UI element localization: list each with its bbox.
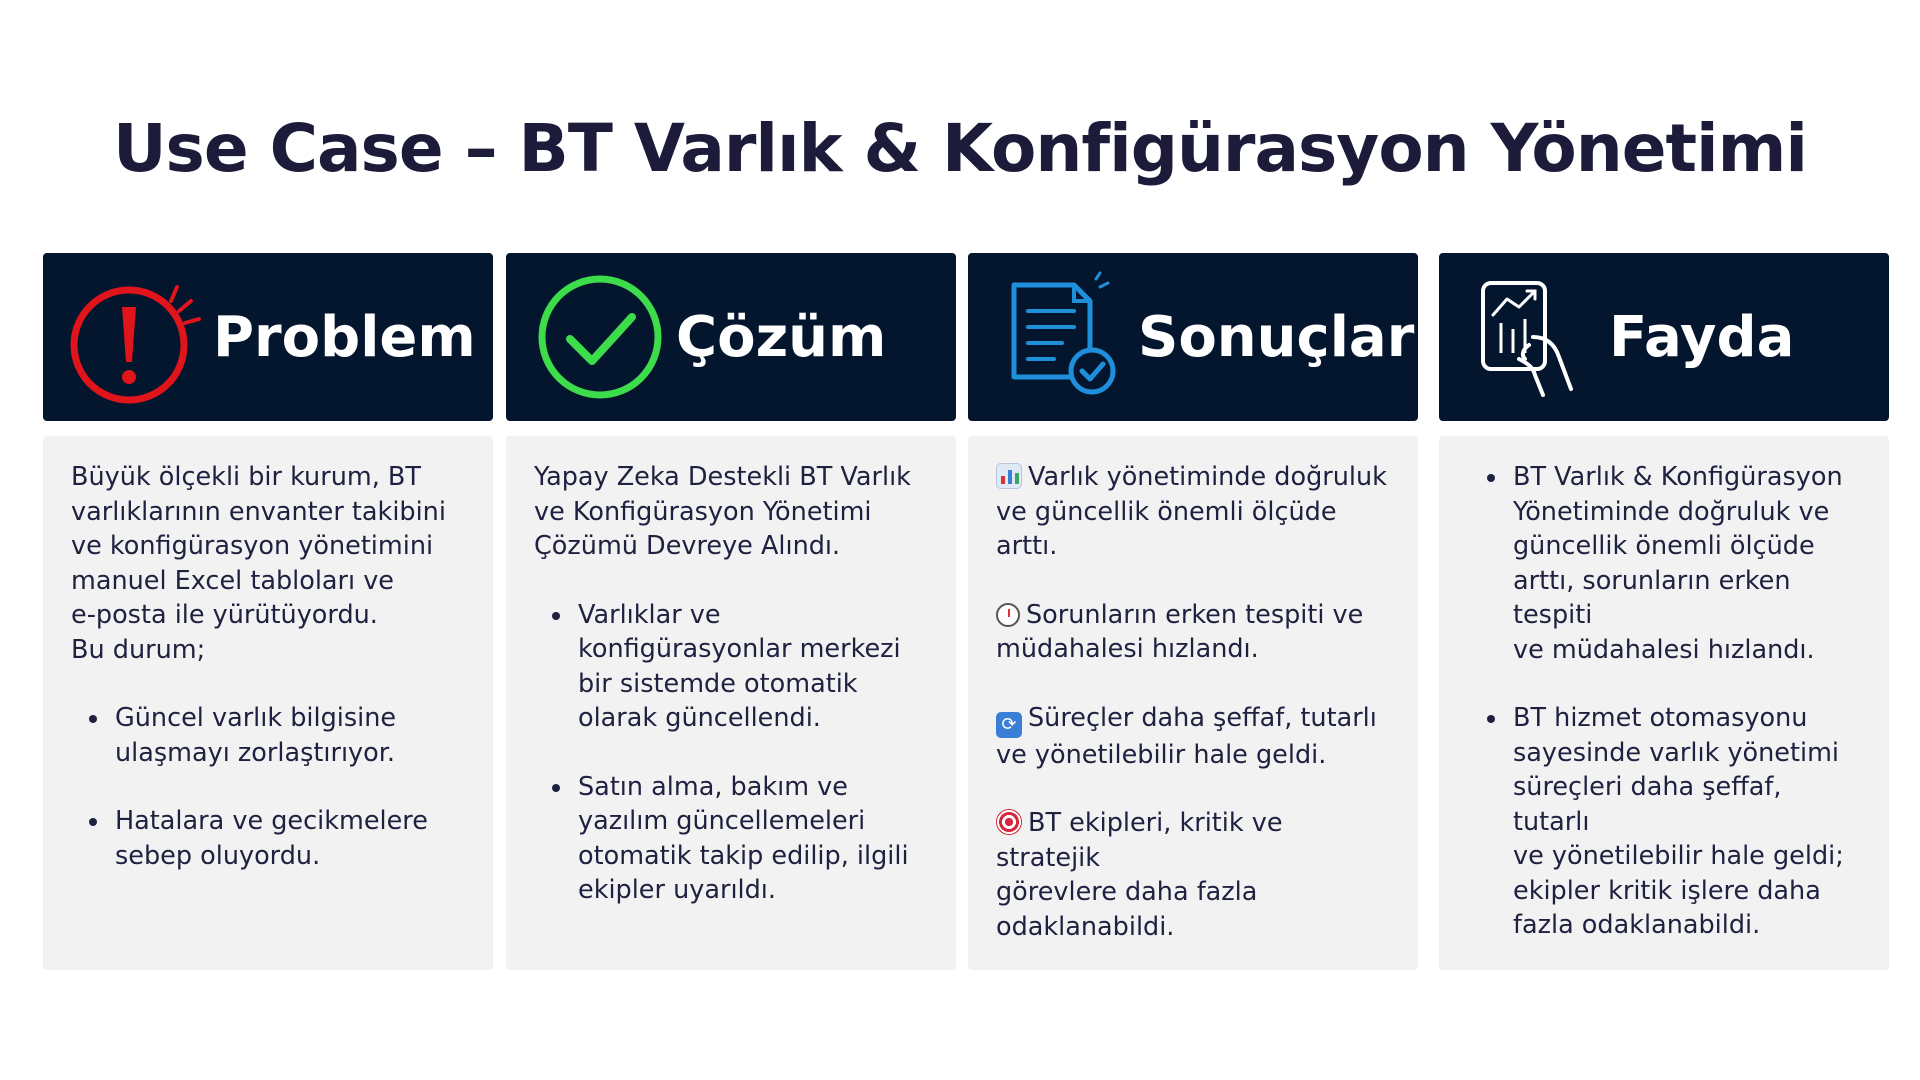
list-item: • Güncel varlık bilgisine ulaşmayı zorlaştırıyor. xyxy=(111,701,467,770)
benefit-bullet-list xyxy=(1469,460,1863,943)
results-heading: Sonuçlar xyxy=(1138,304,1415,370)
cycle-arrows-icon: ⟳ xyxy=(996,712,1022,738)
document-check-icon xyxy=(992,267,1132,407)
benefit-heading: Fayda xyxy=(1609,304,1795,370)
problem-intro-line: varlıklarının envanter takibini xyxy=(71,496,446,527)
list-item: • BT hizmet otomasyonu sayesinde varlık yönetimi süreçleri daha şeffaf, tutarlı ve yönetilebilir hale geldi; ekipler kritik işlere daha fazla odaklanabildi. xyxy=(1509,701,1863,943)
results-column xyxy=(968,253,1418,970)
exclamation-icon xyxy=(67,267,207,407)
problem-intro-line: Büyük ölçekli bir kurum, BT xyxy=(71,462,421,492)
problem-intro-line: ve konfigürasyon yönetimini xyxy=(71,531,434,561)
problem-intro-line: manuel Excel tabloları ve xyxy=(71,565,394,596)
problem-intro-line: e-posta ile yürütüyordu. xyxy=(71,600,378,630)
benefit-card xyxy=(1439,436,1889,970)
list-item: • Satın alma, bakım ve yazılım güncellemeleri otomatik takip edilip, ilgili ekipler uyarıldı. xyxy=(574,770,930,908)
benefit-column xyxy=(1439,253,1889,970)
problem-card xyxy=(43,436,493,970)
list-item: • Hatalara ve gecikmelere sebep oluyordu. xyxy=(111,804,467,873)
problem-intro-line: Bu durum; xyxy=(71,634,206,665)
list-item: • Varlıklar ve konfigürasyonlar merkezi bir sistemde otomatik olarak güncellendi. xyxy=(574,598,930,736)
problem-bullet-list xyxy=(71,701,467,873)
solution-heading: Çözüm xyxy=(676,304,887,370)
solution-header xyxy=(506,253,956,421)
results-card xyxy=(968,436,1418,970)
page-title: Use Case – BT Varlık & Konfigürasyon Yönetimi xyxy=(112,110,1808,187)
solution-bullet-list xyxy=(534,598,930,908)
list-item: • BT Varlık & Konfigürasyon Yönetiminde doğruluk ve güncellik önemli ölçüde arttı, sorunların erken tespiti ve müdahalesi hızlandı. xyxy=(1509,460,1863,667)
problem-intro xyxy=(71,460,467,667)
list-item: Sorunların erken tespiti ve müdahalesi hızlandı. xyxy=(996,599,1364,664)
checkmark-circle-icon xyxy=(530,267,670,407)
list-item: BT ekipleri, kritik ve stratejik görevlere daha fazla odaklanabildi. xyxy=(996,808,1283,942)
stopwatch-icon xyxy=(996,603,1020,627)
problem-heading: Problem xyxy=(213,304,476,370)
target-icon xyxy=(996,809,1022,835)
problem-header xyxy=(43,253,493,421)
problem-column xyxy=(43,253,493,970)
list-item: Varlık yönetiminde doğruluk ve güncellik önemli ölçüde arttı. xyxy=(996,462,1387,561)
list-item: ⟳ Süreçler daha şeffaf, tutarlı ve yönetilebilir hale geldi. xyxy=(996,702,1377,770)
hand-tablet-chart-icon xyxy=(1463,267,1603,407)
benefit-header xyxy=(1439,253,1889,421)
solution-column xyxy=(506,253,956,970)
results-header xyxy=(968,253,1418,421)
solution-card xyxy=(506,436,956,970)
solution-intro: Yapay Zeka Destekli BT Varlık ve Konfigürasyon Yönetimi Çözümü Devreye Alındı. xyxy=(534,462,911,561)
bar-chart-icon xyxy=(996,463,1022,489)
